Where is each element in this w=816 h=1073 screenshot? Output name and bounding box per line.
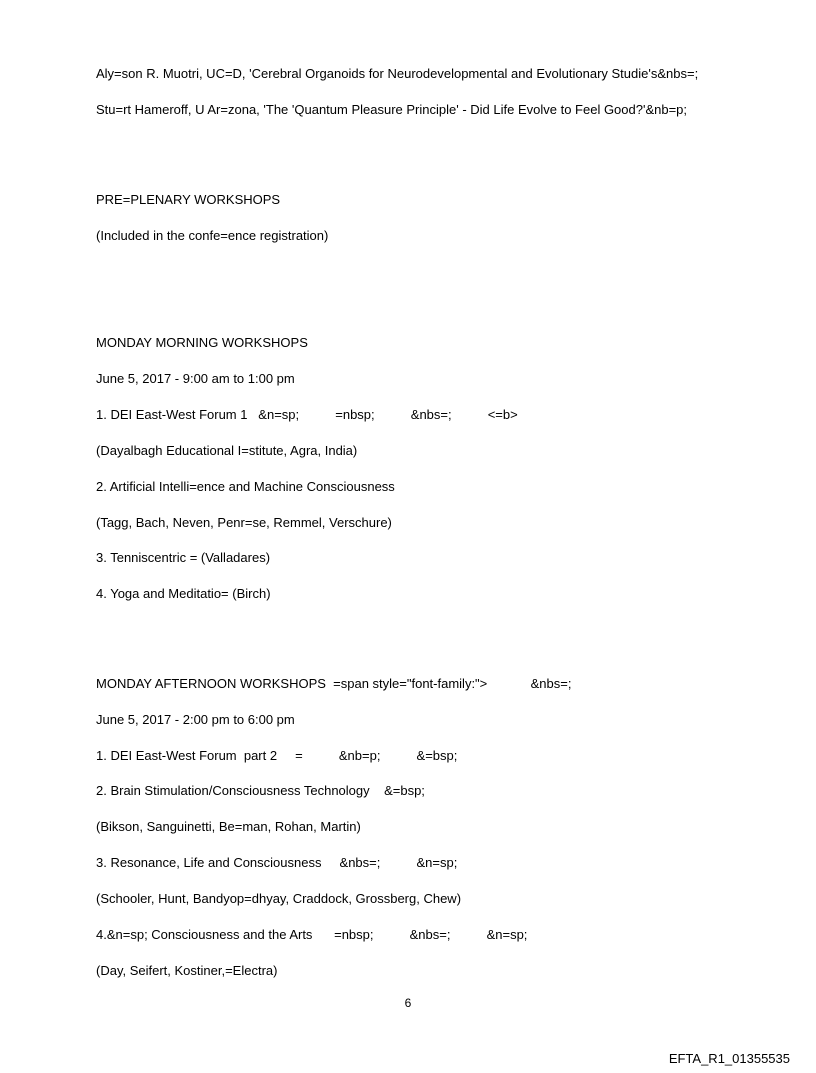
document-id: EFTA_R1_01355535 — [668, 1051, 790, 1066]
workshop-item: 1. DEI East-West Forum part 2 = &nb=p; &=bsp; — [96, 748, 458, 763]
session-date-morning: June 5, 2017 - 9:00 am to 1:00 pm — [96, 371, 295, 386]
workshop-detail: (Day, Seifert, Kostiner,=Electra) — [96, 963, 278, 978]
section-heading-monday-morning: MONDAY MORNING WORKSHOPS — [96, 335, 308, 350]
section-heading-monday-afternoon: MONDAY AFTERNOON WORKSHOPS =span style="font-family:"> &nbs=; — [96, 676, 572, 691]
workshop-item: 3. Resonance, Life and Consciousness &nbs=; &n=sp; — [96, 855, 458, 870]
speaker-line-hameroff: Stu=rt Hameroff, U Ar=zona, 'The 'Quantum Pleasure Principle' - Did Life Evolve to Feel Good?'&nb=p; — [96, 102, 688, 117]
workshop-detail: (Bikson, Sanguinetti, Be=man, Rohan, Martin) — [96, 819, 361, 834]
section-note: (Included in the confe=ence registration) — [96, 228, 329, 243]
section-heading-preplenary: PRE=PLENARY WORKSHOPS — [96, 192, 281, 207]
session-date-afternoon: June 5, 2017 - 2:00 pm to 6:00 pm — [96, 712, 295, 727]
workshop-detail: (Dayalbagh Educational I=stitute, Agra, India) — [96, 443, 358, 458]
speaker-line-muotri: Aly=son R. Muotri, UC=D, 'Cerebral Organoids for Neurodevelopmental and Evolutionary Studie's&nbs=; — [96, 66, 699, 81]
workshop-item: 1. DEI East-West Forum 1 &n=sp; =nbsp; &nbs=; <=b> — [96, 407, 518, 422]
workshop-detail: (Tagg, Bach, Neven, Penr=se, Remmel, Verschure) — [96, 515, 392, 530]
workshop-item: 2. Artificial Intelli=ence and Machine Consciousness — [96, 479, 395, 494]
page-number: 6 — [404, 996, 412, 1010]
workshop-item: 3. Tenniscentric = (Valladares) — [96, 550, 271, 565]
workshop-item: 2. Brain Stimulation/Consciousness Technology &=bsp; — [96, 783, 425, 798]
workshop-item: 4.&n=sp; Consciousness and the Arts =nbsp; &nbs=; &n=sp; — [96, 927, 528, 942]
workshop-item: 4. Yoga and Meditatio= (Birch) — [96, 586, 271, 601]
workshop-detail: (Schooler, Hunt, Bandyop=dhyay, Craddock, Grossberg, Chew) — [96, 891, 462, 906]
